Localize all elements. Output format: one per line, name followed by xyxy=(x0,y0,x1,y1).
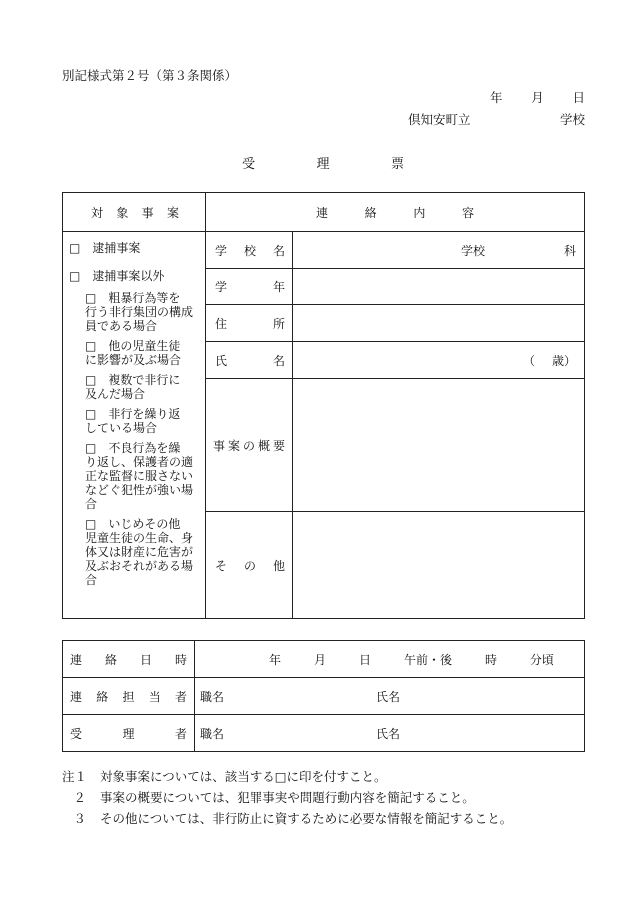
checkbox-repeated-delinquency[interactable]: □ 非行を繰り返 している場合 xyxy=(85,407,181,435)
label-address: 住 所 xyxy=(206,305,293,342)
label-grade: 学 年 xyxy=(206,269,293,305)
label-contact-person: 連 絡 担 当 者 xyxy=(63,678,195,715)
page-title xyxy=(242,153,404,172)
school-suffix: 学校 xyxy=(559,112,585,127)
checkbox-delinquent-group[interactable]: □ 粗暴行為等を 行う非行集団の構成員である場合 xyxy=(85,291,194,333)
other-field[interactable] xyxy=(293,512,585,619)
person-name-label: 氏名 xyxy=(376,689,401,704)
note-item: ３ その他については、非行防止に資するために必要な情報を簡記すること。 xyxy=(73,811,513,826)
notes xyxy=(62,766,512,829)
job-title-label: 職名 xyxy=(200,726,225,741)
title-char: 票 xyxy=(390,157,404,172)
checkbox-non-arrest-case[interactable]: □ 逮捕事案以外 xyxy=(69,269,165,283)
grade-field[interactable] xyxy=(293,269,585,305)
contact-person-field[interactable] xyxy=(195,678,585,715)
name-field[interactable]: （ 歳） xyxy=(293,342,585,379)
contact-table xyxy=(62,640,585,752)
label-school-name: 学 校 名 xyxy=(206,232,293,269)
note-item: 注１ 対象事案については、該当する□に印を付すこと。 xyxy=(62,769,387,784)
receiver-field[interactable] xyxy=(195,715,585,752)
address-field[interactable] xyxy=(293,305,585,342)
checkbox-arrest-case[interactable]: □ 逮捕事案 xyxy=(69,241,141,255)
label-name: 氏 名 xyxy=(206,342,293,379)
job-title-label: 職名 xyxy=(200,689,225,704)
checkbox-bullying-harm[interactable]: □ いじめその他 児童生徒の生命、身体又は財産に危害が及ぶおそれがある場合 xyxy=(85,517,194,587)
day-label: 日 xyxy=(572,90,585,105)
checkbox-group-delinquency[interactable]: □ 複数で非行に 及んだ場合 xyxy=(85,373,181,401)
title-char: 受 xyxy=(242,157,256,172)
note-item: ２ 事案の概要については、犯罪事実や問題行動内容を簡記すること。 xyxy=(73,790,475,805)
month-label: 月 xyxy=(531,90,544,105)
date-line xyxy=(490,88,585,106)
school-line xyxy=(408,110,585,128)
case-summary-field[interactable] xyxy=(293,379,585,512)
receipt-table xyxy=(62,192,585,619)
title-char: 理 xyxy=(316,157,330,172)
school-prefix: 倶知安町立 xyxy=(408,112,471,127)
checkbox-affects-others[interactable]: □ 他の児童生徒 に影響が及ぶ場合 xyxy=(85,339,182,367)
year-label: 年 xyxy=(490,90,503,105)
contact-datetime-field[interactable]: 年 月 日 午前・後 時 分頃 xyxy=(195,641,585,678)
label-other: そ の 他 xyxy=(206,512,293,619)
label-contact-datetime: 連 絡 日 時 xyxy=(63,641,195,678)
header-contact-content: 連 絡 内 容 xyxy=(206,193,585,232)
school-name-field[interactable]: 学校 科 xyxy=(293,232,585,269)
person-name-label: 氏名 xyxy=(376,726,401,741)
case-category-list xyxy=(63,232,206,619)
label-case-summary: 事 案 の 概 要 xyxy=(206,379,293,512)
form-number: 別記様式第２号（第３条関係） xyxy=(62,68,238,83)
header-target-case: 対 象 事 案 xyxy=(63,193,206,232)
checkbox-pre-delinquency[interactable]: □ 不良行為を繰 り返し、保護者の適正な監督に服さないなどぐ犯性が強い場合 xyxy=(85,441,194,511)
label-receiver: 受 理 者 xyxy=(63,715,195,752)
